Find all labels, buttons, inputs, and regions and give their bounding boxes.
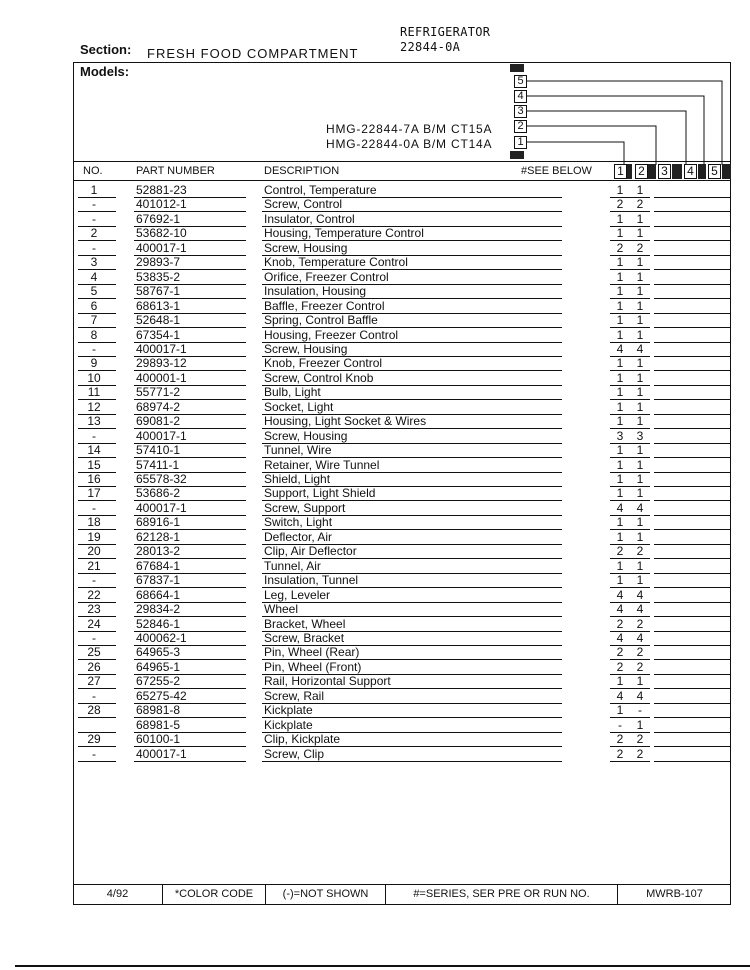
part-description: Housing, Temperature Control bbox=[264, 226, 424, 241]
part-description: Spring, Control Baffle bbox=[264, 313, 378, 328]
part-number: 58767-1 bbox=[136, 284, 181, 299]
qty-col-2: 1 bbox=[636, 674, 644, 689]
footer-color-code: *COLOR CODE bbox=[163, 884, 266, 904]
qty-col-1: 1 bbox=[616, 703, 624, 718]
table-row bbox=[74, 415, 730, 429]
part-description: Socket, Light bbox=[264, 399, 334, 414]
table-row bbox=[74, 719, 730, 733]
part-no: - bbox=[92, 197, 96, 212]
qty-col-1: 1 bbox=[616, 370, 624, 385]
part-number: 53682-10 bbox=[136, 226, 187, 241]
row-underline bbox=[134, 761, 246, 762]
col-header-shade-1 bbox=[627, 164, 632, 179]
qty-col-1: 2 bbox=[616, 240, 624, 255]
part-no: 26 bbox=[87, 659, 101, 674]
qty-col-2: 1 bbox=[636, 298, 644, 313]
col-header-shade-5 bbox=[722, 164, 731, 179]
qty-col-2: 4 bbox=[636, 587, 644, 602]
part-no: 13 bbox=[87, 414, 101, 429]
part-no: 5 bbox=[90, 284, 98, 299]
qty-col-2: 1 bbox=[636, 385, 644, 400]
part-description: Control, Temperature bbox=[264, 183, 377, 197]
col-header-2: 2 bbox=[635, 164, 648, 179]
col-header-1: 1 bbox=[614, 164, 627, 179]
col-header-shade-2 bbox=[648, 164, 656, 179]
qty-col-2: 4 bbox=[636, 500, 644, 515]
qty-col-2: 1 bbox=[636, 313, 644, 328]
part-description: Screw, Control bbox=[264, 197, 343, 212]
part-number: 68916-1 bbox=[136, 515, 181, 530]
part-number: 400017-1 bbox=[136, 746, 187, 761]
qty-col-2: 1 bbox=[636, 573, 644, 588]
header-bottom-rule bbox=[73, 180, 731, 181]
qty-col-2: 1 bbox=[636, 457, 644, 472]
part-description: Kickplate bbox=[264, 717, 313, 732]
table-row bbox=[74, 545, 730, 559]
qty-col-2: 2 bbox=[636, 645, 644, 660]
footer-doc-id: MWRB-107 bbox=[646, 888, 703, 900]
part-no: 14 bbox=[87, 443, 101, 458]
qty-col-1: 4 bbox=[616, 341, 624, 356]
part-no: 1 bbox=[90, 183, 98, 197]
section-value: FRESH FOOD COMPARTMENT bbox=[147, 46, 359, 61]
part-no: 3 bbox=[90, 255, 98, 270]
part-number: 52881-23 bbox=[136, 183, 187, 197]
part-no: 9 bbox=[90, 356, 98, 371]
qty-col-1: 1 bbox=[616, 457, 624, 472]
part-number: 62128-1 bbox=[136, 529, 181, 544]
qty-col-2: 1 bbox=[636, 183, 644, 197]
part-no: 21 bbox=[87, 558, 101, 573]
part-number: 68613-1 bbox=[136, 298, 181, 313]
qty-col-2: 2 bbox=[636, 240, 644, 255]
product-title: REFRIGERATOR bbox=[400, 25, 491, 39]
table-row bbox=[74, 560, 730, 574]
stack-box-2: 2 bbox=[514, 120, 527, 133]
qty-col-1: 4 bbox=[616, 688, 624, 703]
part-number: 29893-7 bbox=[136, 255, 181, 270]
qty-col-1: 1 bbox=[616, 327, 624, 342]
part-description: Bracket, Wheel bbox=[264, 616, 346, 631]
table-row bbox=[74, 198, 730, 212]
part-number: 401012-1 bbox=[136, 197, 187, 212]
qty-col-1: 1 bbox=[616, 226, 624, 241]
qty-col-1: 3 bbox=[616, 428, 624, 443]
part-description: Screw, Control Knob bbox=[264, 370, 374, 385]
part-description: Shield, Light bbox=[264, 472, 331, 486]
qty-col-2: 1 bbox=[636, 486, 644, 501]
part-number: 400017-1 bbox=[136, 341, 187, 356]
stack-box-5: 5 bbox=[514, 75, 527, 88]
table-row bbox=[74, 184, 730, 198]
qty-col-1: 1 bbox=[616, 356, 624, 371]
part-number: 53686-2 bbox=[136, 486, 181, 501]
qty-col-2: 1 bbox=[636, 255, 644, 270]
col-header-4: 4 bbox=[684, 164, 697, 179]
table-row bbox=[74, 256, 730, 270]
part-no: 11 bbox=[87, 385, 101, 400]
header-top-rule bbox=[73, 161, 731, 162]
table-row bbox=[74, 690, 730, 704]
part-description: Screw, Bracket bbox=[264, 630, 345, 645]
qty-col-2: 1 bbox=[636, 211, 644, 226]
footer-date: 4/92 bbox=[73, 884, 163, 904]
part-number: 57410-1 bbox=[136, 443, 181, 458]
table-row bbox=[74, 401, 730, 415]
qty-col-1: 1 bbox=[616, 414, 624, 429]
qty-col-2: 1 bbox=[636, 356, 644, 371]
part-description: Screw, Housing bbox=[264, 341, 348, 356]
qty-col-1: - bbox=[618, 717, 622, 732]
part-no: 15 bbox=[87, 457, 101, 472]
qty-col-1: 1 bbox=[616, 472, 624, 486]
qty-col-1: 1 bbox=[616, 443, 624, 458]
part-number: 400001-1 bbox=[136, 370, 187, 385]
part-no: 7 bbox=[90, 313, 98, 328]
table-row bbox=[74, 531, 730, 545]
part-number: 60100-1 bbox=[136, 732, 181, 747]
col-header-see-below: #SEE BELOW bbox=[521, 165, 592, 177]
row-underline bbox=[610, 761, 650, 762]
table-row bbox=[74, 329, 730, 343]
qty-col-1: 1 bbox=[616, 269, 624, 284]
table-row bbox=[74, 285, 730, 299]
table-row bbox=[74, 459, 730, 473]
model-line-1: HMG-22844-0A B/M CT14A bbox=[326, 137, 493, 151]
qty-col-1: 2 bbox=[616, 732, 624, 747]
part-description: Screw, Support bbox=[264, 500, 346, 515]
table-row bbox=[74, 516, 730, 530]
part-no: 4 bbox=[90, 269, 98, 284]
part-number: 52846-1 bbox=[136, 616, 181, 631]
qty-col-1: 1 bbox=[616, 284, 624, 299]
table-row bbox=[74, 646, 730, 660]
part-number: 67255-2 bbox=[136, 674, 181, 689]
qty-col-1: 1 bbox=[616, 515, 624, 530]
qty-col-2: 2 bbox=[636, 659, 644, 674]
part-description: Screw, Housing bbox=[264, 240, 348, 255]
qty-col-2: 1 bbox=[636, 370, 644, 385]
qty-col-2: 1 bbox=[636, 226, 644, 241]
qty-col-1: 2 bbox=[616, 746, 624, 761]
qty-col-2: 1 bbox=[636, 327, 644, 342]
part-number: 68981-5 bbox=[136, 717, 181, 732]
table-row bbox=[74, 603, 730, 617]
model-line-2: HMG-22844-7A B/M CT15A bbox=[326, 122, 493, 136]
part-no: 17 bbox=[87, 486, 101, 501]
page-bottom-rule bbox=[15, 965, 750, 967]
part-description: Housing, Light Socket & Wires bbox=[264, 414, 427, 429]
qty-col-1: 1 bbox=[616, 313, 624, 328]
table-row bbox=[74, 372, 730, 386]
table-row bbox=[74, 487, 730, 501]
table-row bbox=[74, 661, 730, 675]
part-number: 29834-2 bbox=[136, 602, 181, 617]
part-description: Retainer, Wire Tunnel bbox=[264, 457, 380, 472]
qty-col-2: 1 bbox=[636, 269, 644, 284]
row-underline bbox=[78, 761, 116, 762]
part-description: Rail, Horizontal Support bbox=[264, 674, 391, 689]
qty-col-2: 4 bbox=[636, 688, 644, 703]
part-description: Screw, Housing bbox=[264, 428, 348, 443]
part-number: 64965-3 bbox=[136, 645, 181, 660]
col-header-3: 3 bbox=[658, 164, 671, 179]
part-description: Bulb, Light bbox=[264, 385, 321, 400]
part-description: Screw, Clip bbox=[264, 746, 325, 761]
part-number: 52648-1 bbox=[136, 313, 181, 328]
footer-series-note: #=SERIES, SER PRE OR RUN NO. bbox=[386, 884, 618, 904]
part-no: 24 bbox=[87, 616, 101, 631]
qty-col-2: 1 bbox=[636, 717, 644, 732]
table-row bbox=[74, 574, 730, 588]
qty-col-1: 1 bbox=[616, 674, 624, 689]
table-row bbox=[74, 314, 730, 328]
part-no: 16 bbox=[87, 472, 101, 486]
part-no: - bbox=[92, 341, 96, 356]
part-description: Switch, Light bbox=[264, 515, 333, 530]
col-header-shade-3 bbox=[672, 164, 682, 179]
model-connector-lines bbox=[0, 0, 750, 170]
qty-col-2: 1 bbox=[636, 472, 644, 486]
qty-col-1: 1 bbox=[616, 385, 624, 400]
col-header-5: 5 bbox=[708, 164, 721, 179]
stack-box-1: 1 bbox=[514, 136, 527, 149]
part-description: Deflector, Air bbox=[264, 529, 333, 544]
table-row bbox=[74, 213, 730, 227]
part-number: 67837-1 bbox=[136, 573, 181, 588]
qty-col-1: 4 bbox=[616, 500, 624, 515]
table-row bbox=[74, 502, 730, 516]
part-description: Leg, Leveler bbox=[264, 587, 331, 602]
part-number: 68664-1 bbox=[136, 587, 181, 602]
part-description: Clip, Kickplate bbox=[264, 732, 341, 747]
part-no: 23 bbox=[87, 602, 101, 617]
part-no: 18 bbox=[87, 515, 101, 530]
table-row bbox=[74, 632, 730, 646]
qty-col-2: 2 bbox=[636, 197, 644, 212]
part-no: 6 bbox=[90, 298, 98, 313]
part-no: 19 bbox=[87, 529, 101, 544]
part-number: 67684-1 bbox=[136, 558, 181, 573]
part-number: 28013-2 bbox=[136, 544, 181, 559]
qty-col-2: 1 bbox=[636, 515, 644, 530]
part-number: 55771-2 bbox=[136, 385, 181, 400]
qty-col-2: 4 bbox=[636, 602, 644, 617]
table-row bbox=[74, 227, 730, 241]
part-no: 2 bbox=[90, 226, 98, 241]
part-no: - bbox=[92, 630, 96, 645]
qty-col-1: 4 bbox=[616, 602, 624, 617]
part-description: Insulator, Control bbox=[264, 211, 355, 226]
qty-col-2: - bbox=[638, 703, 642, 718]
qty-col-2: 2 bbox=[636, 544, 644, 559]
qty-col-1: 1 bbox=[616, 399, 624, 414]
part-number: 53835-2 bbox=[136, 269, 181, 284]
part-description: Orifice, Freezer Control bbox=[264, 269, 389, 284]
qty-col-2: 4 bbox=[636, 630, 644, 645]
part-description: Pin, Wheel (Rear) bbox=[264, 645, 360, 660]
part-no: 25 bbox=[87, 645, 101, 660]
part-number: 68974-2 bbox=[136, 399, 181, 414]
part-number: 400017-1 bbox=[136, 428, 187, 443]
table-row bbox=[74, 589, 730, 603]
part-no: - bbox=[92, 211, 96, 226]
part-number: 29893-12 bbox=[136, 356, 187, 371]
part-no: - bbox=[92, 500, 96, 515]
part-description: Insulation, Housing bbox=[264, 284, 367, 299]
part-no: 22 bbox=[87, 587, 101, 602]
table-row bbox=[74, 271, 730, 285]
table-row bbox=[74, 733, 730, 747]
part-number: 67692-1 bbox=[136, 211, 181, 226]
qty-col-1: 1 bbox=[616, 255, 624, 270]
table-row bbox=[74, 473, 730, 487]
part-description: Screw, Rail bbox=[264, 688, 325, 703]
qty-col-1: 2 bbox=[616, 197, 624, 212]
part-description: Support, Light Shield bbox=[264, 486, 376, 501]
qty-col-1: 2 bbox=[616, 544, 624, 559]
qty-col-2: 1 bbox=[636, 443, 644, 458]
part-no: 10 bbox=[87, 370, 101, 385]
part-number: 400062-1 bbox=[136, 630, 187, 645]
qty-col-2: 1 bbox=[636, 558, 644, 573]
qty-col-2: 1 bbox=[636, 414, 644, 429]
part-no: - bbox=[92, 688, 96, 703]
col-header-part-number: PART NUMBER bbox=[136, 165, 215, 177]
table-row bbox=[74, 386, 730, 400]
qty-col-1: 1 bbox=[616, 558, 624, 573]
section-label: Section: bbox=[80, 42, 132, 57]
part-number: 400017-1 bbox=[136, 240, 187, 255]
part-no: 12 bbox=[87, 399, 101, 414]
qty-col-1: 1 bbox=[616, 529, 624, 544]
part-number: 64965-1 bbox=[136, 659, 181, 674]
row-underline bbox=[654, 761, 730, 762]
table-row bbox=[74, 748, 730, 762]
qty-col-2: 1 bbox=[636, 529, 644, 544]
table-row bbox=[74, 704, 730, 718]
table-row bbox=[74, 357, 730, 371]
part-number: 65275-42 bbox=[136, 688, 187, 703]
qty-col-1: 4 bbox=[616, 587, 624, 602]
part-description: Kickplate bbox=[264, 703, 313, 718]
part-number: 400017-1 bbox=[136, 500, 187, 515]
part-description: Pin, Wheel (Front) bbox=[264, 659, 362, 674]
qty-col-2: 4 bbox=[636, 341, 644, 356]
row-underline bbox=[262, 761, 562, 762]
qty-col-2: 2 bbox=[636, 732, 644, 747]
part-description: Knob, Freezer Control bbox=[264, 356, 383, 371]
stack-box-4: 4 bbox=[514, 90, 527, 103]
part-number: 65578-32 bbox=[136, 472, 187, 486]
part-number: 67354-1 bbox=[136, 327, 181, 342]
part-description: Wheel bbox=[264, 602, 299, 617]
qty-col-2: 2 bbox=[636, 616, 644, 631]
part-number: 68981-8 bbox=[136, 703, 181, 718]
table-row bbox=[74, 675, 730, 689]
part-description: Clip, Air Deflector bbox=[264, 544, 357, 559]
table-row bbox=[74, 618, 730, 632]
qty-col-2: 1 bbox=[636, 399, 644, 414]
qty-col-1: 1 bbox=[616, 298, 624, 313]
qty-col-2: 2 bbox=[636, 746, 644, 761]
qty-col-1: 1 bbox=[616, 183, 624, 197]
part-description: Tunnel, Air bbox=[264, 558, 321, 573]
qty-col-1: 2 bbox=[616, 645, 624, 660]
part-number: 69081-2 bbox=[136, 414, 181, 429]
table-row bbox=[74, 343, 730, 357]
part-no: - bbox=[92, 240, 96, 255]
models-label: Models: bbox=[80, 64, 130, 79]
part-description: Baffle, Freezer Control bbox=[264, 298, 385, 313]
part-no: - bbox=[92, 746, 96, 761]
part-no: 27 bbox=[87, 674, 101, 689]
col-header-no: NO. bbox=[83, 165, 103, 177]
part-no: 28 bbox=[87, 703, 101, 718]
qty-col-2: 3 bbox=[636, 428, 644, 443]
part-description: Insulation, Tunnel bbox=[264, 573, 359, 588]
part-no: 20 bbox=[87, 544, 101, 559]
table-row bbox=[74, 242, 730, 256]
qty-col-1: 1 bbox=[616, 573, 624, 588]
qty-col-1: 1 bbox=[616, 211, 624, 226]
part-number: 57411-1 bbox=[136, 457, 180, 472]
table-row bbox=[74, 444, 730, 458]
table-row bbox=[74, 300, 730, 314]
qty-col-1: 4 bbox=[616, 630, 624, 645]
part-no: - bbox=[92, 573, 96, 588]
qty-col-2: 1 bbox=[636, 284, 644, 299]
part-no: 29 bbox=[87, 732, 101, 747]
footer-not-shown: (-)=NOT SHOWN bbox=[266, 884, 386, 904]
part-description: Knob, Temperature Control bbox=[264, 255, 408, 270]
model-code: 22844-0A bbox=[400, 40, 461, 54]
qty-col-1: 1 bbox=[616, 486, 624, 501]
part-description: Tunnel, Wire bbox=[264, 443, 332, 458]
part-no: 8 bbox=[90, 327, 98, 342]
col-header-shade-4 bbox=[698, 164, 706, 179]
part-description: Housing, Freezer Control bbox=[264, 327, 399, 342]
table-row bbox=[74, 430, 730, 444]
stack-box-3: 3 bbox=[514, 105, 527, 118]
col-header-description: DESCRIPTION bbox=[264, 165, 340, 177]
qty-col-1: 2 bbox=[616, 616, 624, 631]
qty-col-1: 2 bbox=[616, 659, 624, 674]
part-no: - bbox=[92, 428, 96, 443]
